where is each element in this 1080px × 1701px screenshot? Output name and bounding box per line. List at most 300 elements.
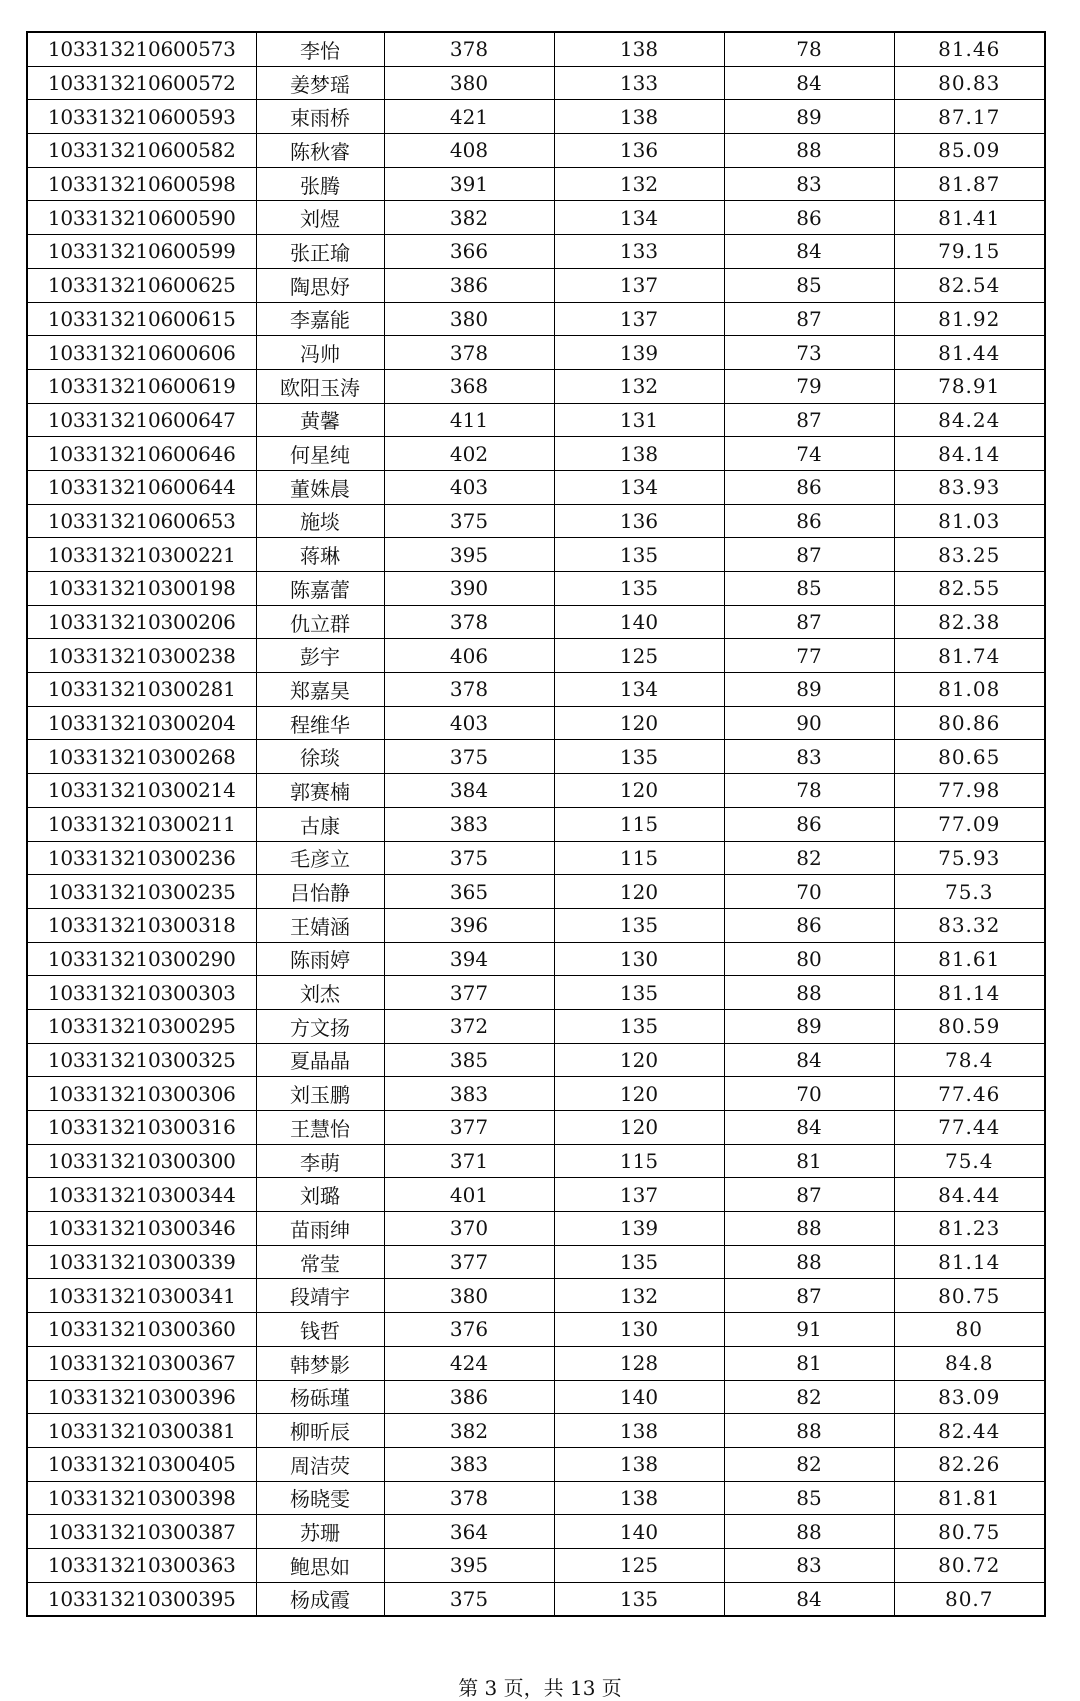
initial-score-cell: 403: [384, 706, 554, 740]
final-score-cell: 81.14: [894, 1245, 1045, 1279]
interview-score-cell: 84: [724, 1582, 894, 1616]
candidate-id-cell: 103313210600615: [27, 302, 256, 336]
table-row: [27, 1178, 1045, 1212]
candidate-id-cell: 103313210600598: [27, 167, 256, 201]
final-score-cell: 75.93: [894, 841, 1045, 875]
table-row: [27, 1414, 1045, 1448]
initial-score-cell: 378: [384, 1481, 554, 1515]
table-row: [27, 268, 1045, 302]
candidate-id-cell: 103313210300363: [27, 1548, 256, 1582]
table-row: [27, 336, 1045, 370]
final-score-cell: 81.03: [894, 504, 1045, 538]
second-score-cell: 115: [554, 1144, 724, 1178]
name-cell: 李嘉能: [256, 302, 384, 336]
initial-score-cell: 396: [384, 908, 554, 942]
initial-score-cell: 383: [384, 807, 554, 841]
second-score-cell: 138: [554, 437, 724, 471]
candidate-id-cell: 103313210300316: [27, 1111, 256, 1145]
name-cell: 刘玉鹏: [256, 1077, 384, 1111]
candidate-id-cell: 103313210300295: [27, 1009, 256, 1043]
interview-score-cell: 70: [724, 875, 894, 909]
second-score-cell: 136: [554, 504, 724, 538]
table-row: [27, 437, 1045, 471]
table-row: [27, 1515, 1045, 1549]
table-row: [27, 1111, 1045, 1145]
candidate-id-cell: 103313210300204: [27, 706, 256, 740]
table-row: [27, 32, 1045, 66]
name-cell: 钱哲: [256, 1313, 384, 1347]
name-cell: 王慧怡: [256, 1111, 384, 1145]
interview-score-cell: 85: [724, 268, 894, 302]
candidate-id-cell: 103313210300344: [27, 1178, 256, 1212]
name-cell: 李怡: [256, 32, 384, 66]
candidate-id-cell: 103313210600619: [27, 369, 256, 403]
candidate-id-cell: 103313210300198: [27, 572, 256, 606]
initial-score-cell: 375: [384, 841, 554, 875]
name-cell: 姜梦瑶: [256, 66, 384, 100]
name-cell: 杨砾瑾: [256, 1380, 384, 1414]
initial-score-cell: 372: [384, 1009, 554, 1043]
table-row: [27, 66, 1045, 100]
interview-score-cell: 83: [724, 740, 894, 774]
interview-score-cell: 73: [724, 336, 894, 370]
initial-score-cell: 390: [384, 572, 554, 606]
initial-score-cell: 395: [384, 538, 554, 572]
final-score-cell: 80.59: [894, 1009, 1045, 1043]
initial-score-cell: 391: [384, 167, 554, 201]
interview-score-cell: 89: [724, 1009, 894, 1043]
name-cell: 束雨桥: [256, 100, 384, 134]
initial-score-cell: 377: [384, 1245, 554, 1279]
table-row: [27, 100, 1045, 134]
name-cell: 夏晶晶: [256, 1043, 384, 1077]
second-score-cell: 132: [554, 1279, 724, 1313]
name-cell: 陈雨婷: [256, 942, 384, 976]
interview-score-cell: 88: [724, 976, 894, 1010]
score-table-body: [27, 32, 1045, 1616]
name-cell: 方文扬: [256, 1009, 384, 1043]
name-cell: 陶思妤: [256, 268, 384, 302]
initial-score-cell: 378: [384, 605, 554, 639]
name-cell: 刘璐: [256, 1178, 384, 1212]
final-score-cell: 82.26: [894, 1447, 1045, 1481]
table-row: [27, 167, 1045, 201]
second-score-cell: 138: [554, 1481, 724, 1515]
table-row: [27, 504, 1045, 538]
second-score-cell: 115: [554, 807, 724, 841]
name-cell: 杨成霞: [256, 1582, 384, 1616]
initial-score-cell: 384: [384, 774, 554, 808]
table-row: [27, 1313, 1045, 1347]
final-score-cell: 82.38: [894, 605, 1045, 639]
interview-score-cell: 84: [724, 235, 894, 269]
candidate-id-cell: 103313210300360: [27, 1313, 256, 1347]
interview-score-cell: 80: [724, 942, 894, 976]
initial-score-cell: 378: [384, 32, 554, 66]
table-row: [27, 201, 1045, 235]
second-score-cell: 132: [554, 369, 724, 403]
candidate-id-cell: 103313210600644: [27, 470, 256, 504]
name-cell: 王婧涵: [256, 908, 384, 942]
interview-score-cell: 87: [724, 538, 894, 572]
table-row: [27, 740, 1045, 774]
initial-score-cell: 386: [384, 1380, 554, 1414]
interview-score-cell: 89: [724, 673, 894, 707]
name-cell: 何星纯: [256, 437, 384, 471]
interview-score-cell: 84: [724, 66, 894, 100]
table-row: [27, 841, 1045, 875]
initial-score-cell: 380: [384, 1279, 554, 1313]
second-score-cell: 140: [554, 1515, 724, 1549]
initial-score-cell: 411: [384, 403, 554, 437]
second-score-cell: 138: [554, 100, 724, 134]
interview-score-cell: 74: [724, 437, 894, 471]
candidate-id-cell: 103313210600599: [27, 235, 256, 269]
final-score-cell: 83.25: [894, 538, 1045, 572]
interview-score-cell: 81: [724, 1346, 894, 1380]
interview-score-cell: 78: [724, 774, 894, 808]
second-score-cell: 120: [554, 774, 724, 808]
name-cell: 张正瑜: [256, 235, 384, 269]
table-row: [27, 134, 1045, 168]
name-cell: 周洁荧: [256, 1447, 384, 1481]
interview-score-cell: 90: [724, 706, 894, 740]
initial-score-cell: 371: [384, 1144, 554, 1178]
interview-score-cell: 87: [724, 605, 894, 639]
candidate-id-cell: 103313210600582: [27, 134, 256, 168]
initial-score-cell: 380: [384, 302, 554, 336]
second-score-cell: 115: [554, 841, 724, 875]
interview-score-cell: 91: [724, 1313, 894, 1347]
second-score-cell: 139: [554, 1212, 724, 1246]
table-row: [27, 976, 1045, 1010]
candidate-id-cell: 103313210300211: [27, 807, 256, 841]
interview-score-cell: 82: [724, 1380, 894, 1414]
name-cell: 鲍思如: [256, 1548, 384, 1582]
second-score-cell: 120: [554, 1111, 724, 1145]
final-score-cell: 77.98: [894, 774, 1045, 808]
final-score-cell: 80.75: [894, 1279, 1045, 1313]
table-row: [27, 302, 1045, 336]
final-score-cell: 78.4: [894, 1043, 1045, 1077]
candidate-id-cell: 103313210300306: [27, 1077, 256, 1111]
final-score-cell: 81.81: [894, 1481, 1045, 1515]
final-score-cell: 81.87: [894, 167, 1045, 201]
name-cell: 冯帅: [256, 336, 384, 370]
interview-score-cell: 82: [724, 841, 894, 875]
candidate-id-cell: 103313210600625: [27, 268, 256, 302]
initial-score-cell: 380: [384, 66, 554, 100]
second-score-cell: 137: [554, 268, 724, 302]
candidate-id-cell: 103313210300398: [27, 1481, 256, 1515]
table-row: [27, 1144, 1045, 1178]
name-cell: 董姝晨: [256, 470, 384, 504]
second-score-cell: 135: [554, 908, 724, 942]
second-score-cell: 135: [554, 1009, 724, 1043]
table-row: [27, 538, 1045, 572]
final-score-cell: 80: [894, 1313, 1045, 1347]
table-row: [27, 1279, 1045, 1313]
second-score-cell: 128: [554, 1346, 724, 1380]
table-row: [27, 875, 1045, 909]
interview-score-cell: 88: [724, 1414, 894, 1448]
candidate-id-cell: 103313210300236: [27, 841, 256, 875]
table-row: [27, 572, 1045, 606]
second-score-cell: 135: [554, 976, 724, 1010]
second-score-cell: 131: [554, 403, 724, 437]
name-cell: 吕怡静: [256, 875, 384, 909]
initial-score-cell: 375: [384, 740, 554, 774]
final-score-cell: 80.65: [894, 740, 1045, 774]
final-score-cell: 81.46: [894, 32, 1045, 66]
candidate-id-cell: 103313210300387: [27, 1515, 256, 1549]
interview-score-cell: 87: [724, 1178, 894, 1212]
interview-score-cell: 84: [724, 1043, 894, 1077]
interview-score-cell: 88: [724, 1515, 894, 1549]
initial-score-cell: 406: [384, 639, 554, 673]
initial-score-cell: 403: [384, 470, 554, 504]
table-row: [27, 908, 1045, 942]
second-score-cell: 130: [554, 942, 724, 976]
second-score-cell: 133: [554, 235, 724, 269]
initial-score-cell: 394: [384, 942, 554, 976]
interview-score-cell: 86: [724, 807, 894, 841]
second-score-cell: 125: [554, 1548, 724, 1582]
second-score-cell: 140: [554, 605, 724, 639]
table-row: [27, 1380, 1045, 1414]
table-row: [27, 673, 1045, 707]
interview-score-cell: 82: [724, 1447, 894, 1481]
candidate-id-cell: 103313210300290: [27, 942, 256, 976]
final-score-cell: 81.74: [894, 639, 1045, 673]
initial-score-cell: 401: [384, 1178, 554, 1212]
table-row: [27, 1077, 1045, 1111]
name-cell: 杨晓雯: [256, 1481, 384, 1515]
candidate-id-cell: 103313210300214: [27, 774, 256, 808]
name-cell: 黄馨: [256, 403, 384, 437]
second-score-cell: 138: [554, 1414, 724, 1448]
interview-score-cell: 84: [724, 1111, 894, 1145]
candidate-id-cell: 103313210300281: [27, 673, 256, 707]
second-score-cell: 139: [554, 336, 724, 370]
interview-score-cell: 87: [724, 403, 894, 437]
candidate-id-cell: 103313210300341: [27, 1279, 256, 1313]
final-score-cell: 80.7: [894, 1582, 1045, 1616]
table-row: [27, 1245, 1045, 1279]
interview-score-cell: 81: [724, 1144, 894, 1178]
table-row: [27, 639, 1045, 673]
name-cell: 刘煜: [256, 201, 384, 235]
final-score-cell: 80.75: [894, 1515, 1045, 1549]
second-score-cell: 135: [554, 538, 724, 572]
final-score-cell: 78.91: [894, 369, 1045, 403]
second-score-cell: 140: [554, 1380, 724, 1414]
interview-score-cell: 87: [724, 1279, 894, 1313]
name-cell: 毛彦立: [256, 841, 384, 875]
table-row: [27, 1582, 1045, 1616]
interview-score-cell: 86: [724, 908, 894, 942]
interview-score-cell: 86: [724, 504, 894, 538]
final-score-cell: 81.41: [894, 201, 1045, 235]
candidate-id-cell: 103313210600606: [27, 336, 256, 370]
interview-score-cell: 89: [724, 100, 894, 134]
second-score-cell: 135: [554, 572, 724, 606]
name-cell: 柳昕辰: [256, 1414, 384, 1448]
initial-score-cell: 385: [384, 1043, 554, 1077]
initial-score-cell: 395: [384, 1548, 554, 1582]
interview-score-cell: 77: [724, 639, 894, 673]
name-cell: 施埮: [256, 504, 384, 538]
final-score-cell: 75.3: [894, 875, 1045, 909]
second-score-cell: 130: [554, 1313, 724, 1347]
interview-score-cell: 86: [724, 470, 894, 504]
name-cell: 韩梦影: [256, 1346, 384, 1380]
candidate-id-cell: 103313210300395: [27, 1582, 256, 1616]
name-cell: 张腾: [256, 167, 384, 201]
candidate-id-cell: 103313210300206: [27, 605, 256, 639]
second-score-cell: 135: [554, 740, 724, 774]
interview-score-cell: 88: [724, 1212, 894, 1246]
candidate-id-cell: 103313210300325: [27, 1043, 256, 1077]
table-row: [27, 807, 1045, 841]
candidate-id-cell: 103313210600572: [27, 66, 256, 100]
initial-score-cell: 378: [384, 336, 554, 370]
final-score-cell: 81.92: [894, 302, 1045, 336]
table-row: [27, 470, 1045, 504]
final-score-cell: 84.8: [894, 1346, 1045, 1380]
name-cell: 蒋琳: [256, 538, 384, 572]
final-score-cell: 80.86: [894, 706, 1045, 740]
initial-score-cell: 421: [384, 100, 554, 134]
table-row: [27, 1043, 1045, 1077]
candidate-id-cell: 103313210300268: [27, 740, 256, 774]
name-cell: 彭宇: [256, 639, 384, 673]
table-row: [27, 1212, 1045, 1246]
candidate-id-cell: 103313210300381: [27, 1414, 256, 1448]
second-score-cell: 120: [554, 875, 724, 909]
name-cell: 苗雨绅: [256, 1212, 384, 1246]
initial-score-cell: 365: [384, 875, 554, 909]
initial-score-cell: 383: [384, 1447, 554, 1481]
final-score-cell: 85.09: [894, 134, 1045, 168]
second-score-cell: 135: [554, 1245, 724, 1279]
candidate-id-cell: 103313210300339: [27, 1245, 256, 1279]
initial-score-cell: 375: [384, 1582, 554, 1616]
interview-score-cell: 79: [724, 369, 894, 403]
second-score-cell: 138: [554, 1447, 724, 1481]
table-row: [27, 1346, 1045, 1380]
table-row: [27, 706, 1045, 740]
interview-score-cell: 85: [724, 572, 894, 606]
candidate-id-cell: 103313210300405: [27, 1447, 256, 1481]
table-row: [27, 1481, 1045, 1515]
second-score-cell: 134: [554, 201, 724, 235]
final-score-cell: 87.17: [894, 100, 1045, 134]
candidate-id-cell: 103313210600647: [27, 403, 256, 437]
candidate-id-cell: 103313210300396: [27, 1380, 256, 1414]
second-score-cell: 125: [554, 639, 724, 673]
table-row: [27, 942, 1045, 976]
final-score-cell: 82.55: [894, 572, 1045, 606]
final-score-cell: 83.09: [894, 1380, 1045, 1414]
initial-score-cell: 402: [384, 437, 554, 471]
candidate-id-cell: 103313210300303: [27, 976, 256, 1010]
final-score-cell: 84.24: [894, 403, 1045, 437]
final-score-cell: 77.46: [894, 1077, 1045, 1111]
candidate-id-cell: 103313210300346: [27, 1212, 256, 1246]
second-score-cell: 135: [554, 1582, 724, 1616]
name-cell: 欧阳玉涛: [256, 369, 384, 403]
initial-score-cell: 377: [384, 976, 554, 1010]
final-score-cell: 80.83: [894, 66, 1045, 100]
final-score-cell: 81.08: [894, 673, 1045, 707]
final-score-cell: 84.14: [894, 437, 1045, 471]
second-score-cell: 133: [554, 66, 724, 100]
final-score-cell: 79.15: [894, 235, 1045, 269]
initial-score-cell: 366: [384, 235, 554, 269]
candidate-id-cell: 103313210600593: [27, 100, 256, 134]
final-score-cell: 83.93: [894, 470, 1045, 504]
final-score-cell: 82.54: [894, 268, 1045, 302]
initial-score-cell: 376: [384, 1313, 554, 1347]
candidate-id-cell: 103313210300238: [27, 639, 256, 673]
initial-score-cell: 386: [384, 268, 554, 302]
final-score-cell: 81.14: [894, 976, 1045, 1010]
second-score-cell: 120: [554, 1043, 724, 1077]
initial-score-cell: 383: [384, 1077, 554, 1111]
score-table: [26, 31, 1046, 1617]
initial-score-cell: 375: [384, 504, 554, 538]
second-score-cell: 120: [554, 1077, 724, 1111]
initial-score-cell: 424: [384, 1346, 554, 1380]
candidate-id-cell: 103313210300221: [27, 538, 256, 572]
final-score-cell: 81.44: [894, 336, 1045, 370]
candidate-id-cell: 103313210600653: [27, 504, 256, 538]
candidate-id-cell: 103313210300235: [27, 875, 256, 909]
initial-score-cell: 364: [384, 1515, 554, 1549]
candidate-id-cell: 103313210300367: [27, 1346, 256, 1380]
final-score-cell: 75.4: [894, 1144, 1045, 1178]
table-row: [27, 605, 1045, 639]
initial-score-cell: 378: [384, 673, 554, 707]
interview-score-cell: 78: [724, 32, 894, 66]
name-cell: 郭赛楠: [256, 774, 384, 808]
final-score-cell: 84.44: [894, 1178, 1045, 1212]
initial-score-cell: 377: [384, 1111, 554, 1145]
final-score-cell: 83.32: [894, 908, 1045, 942]
interview-score-cell: 85: [724, 1481, 894, 1515]
initial-score-cell: 408: [384, 134, 554, 168]
table-row: [27, 369, 1045, 403]
name-cell: 李萌: [256, 1144, 384, 1178]
table-row: [27, 403, 1045, 437]
final-score-cell: 77.09: [894, 807, 1045, 841]
name-cell: 仇立群: [256, 605, 384, 639]
table-row: [27, 774, 1045, 808]
name-cell: 陈秋睿: [256, 134, 384, 168]
second-score-cell: 136: [554, 134, 724, 168]
table-row: [27, 1447, 1045, 1481]
second-score-cell: 138: [554, 32, 724, 66]
final-score-cell: 82.44: [894, 1414, 1045, 1448]
second-score-cell: 137: [554, 302, 724, 336]
name-cell: 徐琰: [256, 740, 384, 774]
name-cell: 陈嘉蕾: [256, 572, 384, 606]
candidate-id-cell: 103313210600590: [27, 201, 256, 235]
interview-score-cell: 86: [724, 201, 894, 235]
page-number-footer: 第 3 页，共 13 页: [458, 1676, 622, 1700]
initial-score-cell: 370: [384, 1212, 554, 1246]
